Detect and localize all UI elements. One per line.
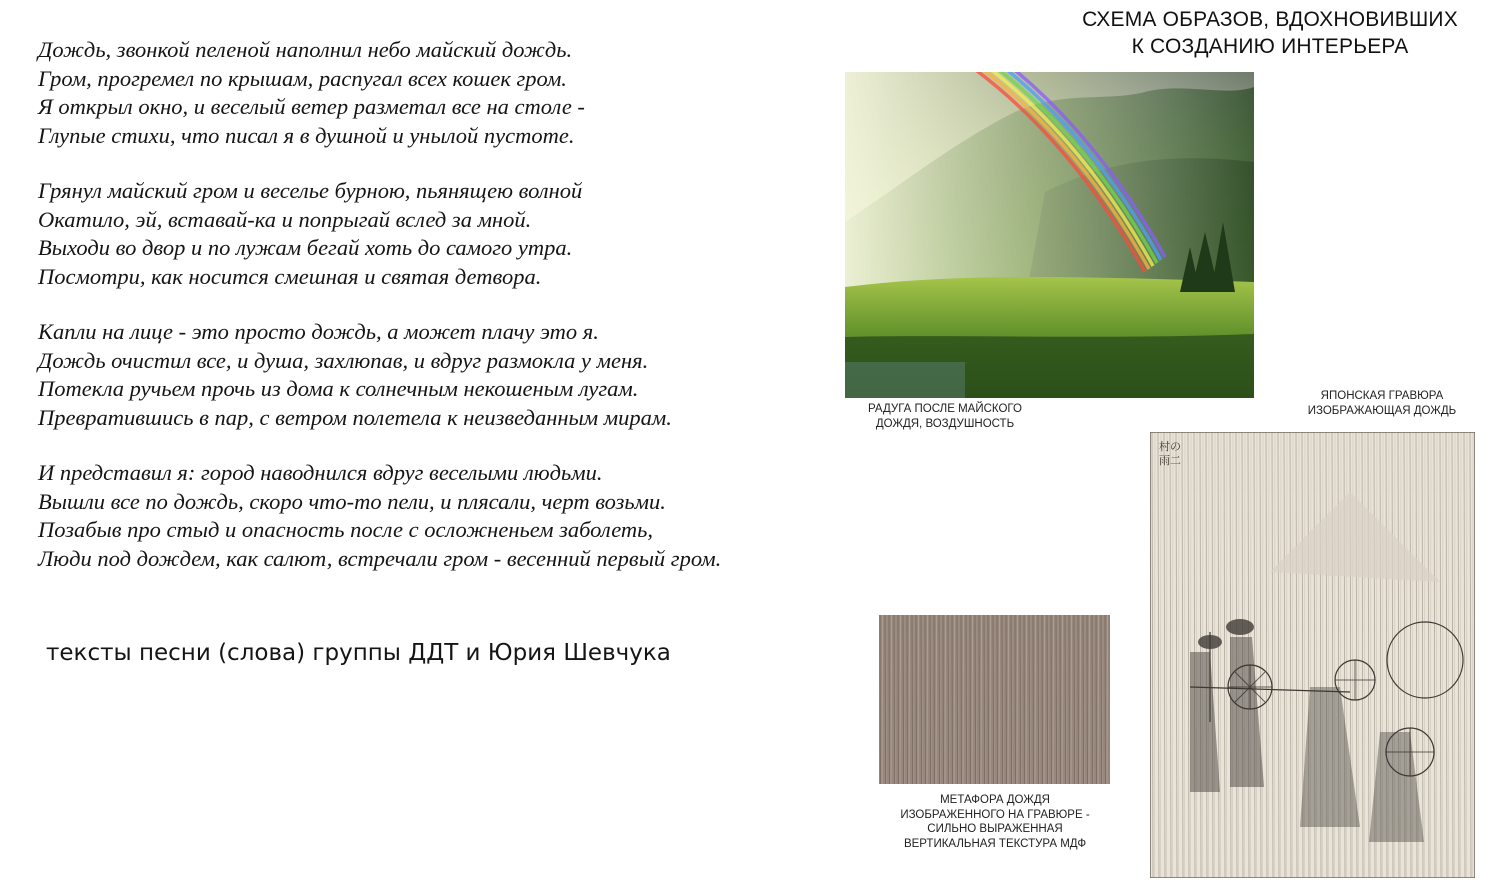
poem-line: Я открыл окно, и веселый ветер разметал все на столе - <box>38 94 585 119</box>
engraving-caption <box>1282 389 1482 418</box>
poem-line: Превратившись в пар, с ветром полетела к неизведанным мирам. <box>38 404 672 430</box>
caption-line: РАДУГА ПОСЛЕ МАЙСКОГО <box>868 403 1022 415</box>
heading-line-2: К СОЗДАНИЮ ИНТЕРЬЕРА <box>1131 35 1409 58</box>
poem-line: Дождь очистил все, и душа, захлюпав, и вдруг размокла у меня. <box>38 347 649 373</box>
poem-line: И представил я: город наводнился вдруг веселыми людьми. <box>38 460 603 485</box>
caption-line: ДОЖДЯ, ВОЗДУШНОСТЬ <box>875 417 1015 430</box>
heading-line-1: СХЕМА ОБРАЗОВ, ВДОХНОВИВШИХ <box>1082 8 1458 31</box>
poem-line: Люди под дождем, как салют, встречали гром - весенний первый гром. <box>38 545 722 571</box>
poem <box>38 36 898 600</box>
poem-line: Посмотри, как носится смешная и святая детвора. <box>38 263 542 289</box>
poem-line: Окатило, эй, вставай-ка и попрыгай вслед за мной. <box>38 206 532 232</box>
caption-line: ВЕРТИКАЛЬНАЯ ТЕКСТУРА МДФ <box>903 837 1087 850</box>
poem-line: Капли на лице - это просто дождь, а может плачу это я. <box>38 319 599 344</box>
poem-line: Позабыв про стыд и опасность после с осложненьем заболеть, <box>38 517 654 542</box>
poem-line: Гром, прогремел по крышам, распугал всех кошек гром. <box>38 65 567 91</box>
poem-line: Вышли все по дождь, скоро что-то пели, и плясали, черт возьми. <box>38 488 666 514</box>
poem-line: Дождь, звонкой пеленой наполнил небо майский дождь. <box>38 37 573 62</box>
stanza-4 <box>38 459 898 573</box>
engraving-glyph: 雨 <box>1159 454 1170 467</box>
caption-line: СИЛЬНО ВЫРАЖЕННАЯ <box>927 823 1063 835</box>
stanza-3 <box>38 318 898 432</box>
rainbow-caption <box>845 402 1045 431</box>
engraving-glyph: の <box>1170 440 1181 453</box>
poem-line: Грянул майский гром и веселье бурною, пьянящею волной <box>38 178 583 203</box>
poem-line: Потекла ручьем прочь из дома к солнечным некошеным лугам. <box>38 376 639 401</box>
caption-line: ИЗОБРАЖЕННОГО НА ГРАВЮРЕ - <box>900 808 1090 821</box>
caption-line: ЯПОНСКАЯ ГРАВЮРА <box>1320 390 1444 402</box>
mdf-wood-texture-image <box>879 615 1110 784</box>
stanza-2 <box>38 177 898 291</box>
caption-line: МЕТАФОРА ДОЖДЯ <box>940 794 1050 806</box>
page-heading <box>1040 6 1500 60</box>
caption-line: ИЗОБРАЖАЮЩАЯ ДОЖДЬ <box>1307 404 1457 417</box>
engraving-glyph: 二 <box>1170 454 1181 467</box>
texture-caption <box>870 793 1120 851</box>
engraving-glyph: 村 <box>1159 440 1170 453</box>
rainbow-landscape-image <box>845 72 1254 398</box>
song-credit: тексты песни (слова) группы ДДТ и Юрия Шевчука <box>46 640 671 666</box>
poem-line: Выходи во двор и по лужам бегай хоть до самого утра. <box>38 235 573 260</box>
japanese-rain-engraving-image <box>1150 432 1475 878</box>
stanza-1 <box>38 36 898 150</box>
poem-line: Глупые стихи, что писал я в душной и унылой пустоте. <box>38 122 575 148</box>
